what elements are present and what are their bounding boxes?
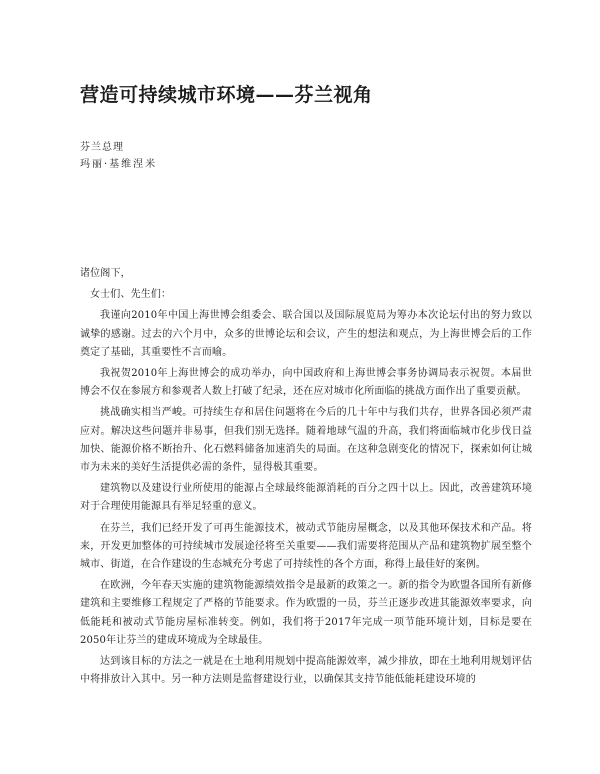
- body-paragraph: 我祝贺2010年上海世博会的成功举办，向中国政府和上海世博会事务协调局表示祝贺。本届世博会不仅在参展方和参观者人数上打破了纪录，还在应对城市化所面临的挑战方面作出了重要贡献。: [80, 368, 532, 398]
- body-paragraph: 在欧洲，今年春天实施的建筑物能源绩效指令是最新的政策之一。新的指令为欧盟各国所有新修建筑和主要维修工程规定了严格的节能要求。作为欧盟的一员，芬兰正逐步改进其能源效率要求，向低能耗和被动式节能房屋标准转变。例如，我们将于2017年完成一项节能环境计划，目标是要在2050年让芬兰的建成环境成为全球最佳。: [80, 580, 532, 646]
- salutation-line: 女士们、先生们：: [90, 289, 172, 301]
- speech-body: [80, 265, 532, 692]
- body-paragraph: 我谨向2010年中国上海世博会组委会、联合国以及国际展览局为筹办本次论坛付出的努力致以诚挚的感谢。过去的六个月中，众多的世博论坛和会议，产生的想法和观点，为上海世博会后的工作奠定了基础，其重要性不言而喻。: [80, 310, 532, 358]
- page-title: 营造可持续城市环境——芬兰视角: [80, 84, 373, 106]
- author-name: 玛丽·基维涅米: [80, 159, 158, 170]
- body-paragraph: 建筑物以及建设行业所使用的能源占全球最终能源消耗的百分之四十以上。因此，改善建筑环境对于合理使用能源具有举足轻重的意义。: [80, 483, 532, 513]
- author-role: 芬兰总理: [80, 142, 124, 153]
- body-paragraph: 达到该目标的方法之一就是在土地利用规划中提高能源效率，减少排放，即在土地利用规划评估中将排放计入其中。另一种方法则是监督建设行业，以确保其支持节能低能耗建设环境的: [80, 656, 532, 686]
- salutation-line: 诸位阁下，: [80, 268, 131, 279]
- body-paragraph: 挑战确实相当严峻。可持续生存和居住问题将在今后的几十年中与我们共存，世界各国必须严肃应对。解决这些问题并非易事，但我们别无选择。随着地球气温的升高，我们将面临城市化步伐日益加快、能源价格不断抬升、化石燃料储备加速消失的局面。在这种急剧变化的情况下，探索如何让城市为未来的美好生活提供必需的条件，显得极其重要。: [80, 407, 532, 474]
- body-paragraph: 在芬兰，我们已经开发了可再生能源技术，被动式节能房屋概念，以及其他环保技术和产品。将来，开发更加整体的可持续城市发展途径将至关重要——我们需要将范围从产品和建筑物扩展至整个城市、街道，在合作建设的生态城充分考虑了可持续性的各个方面，称得上最佳好的案例。: [80, 522, 532, 571]
